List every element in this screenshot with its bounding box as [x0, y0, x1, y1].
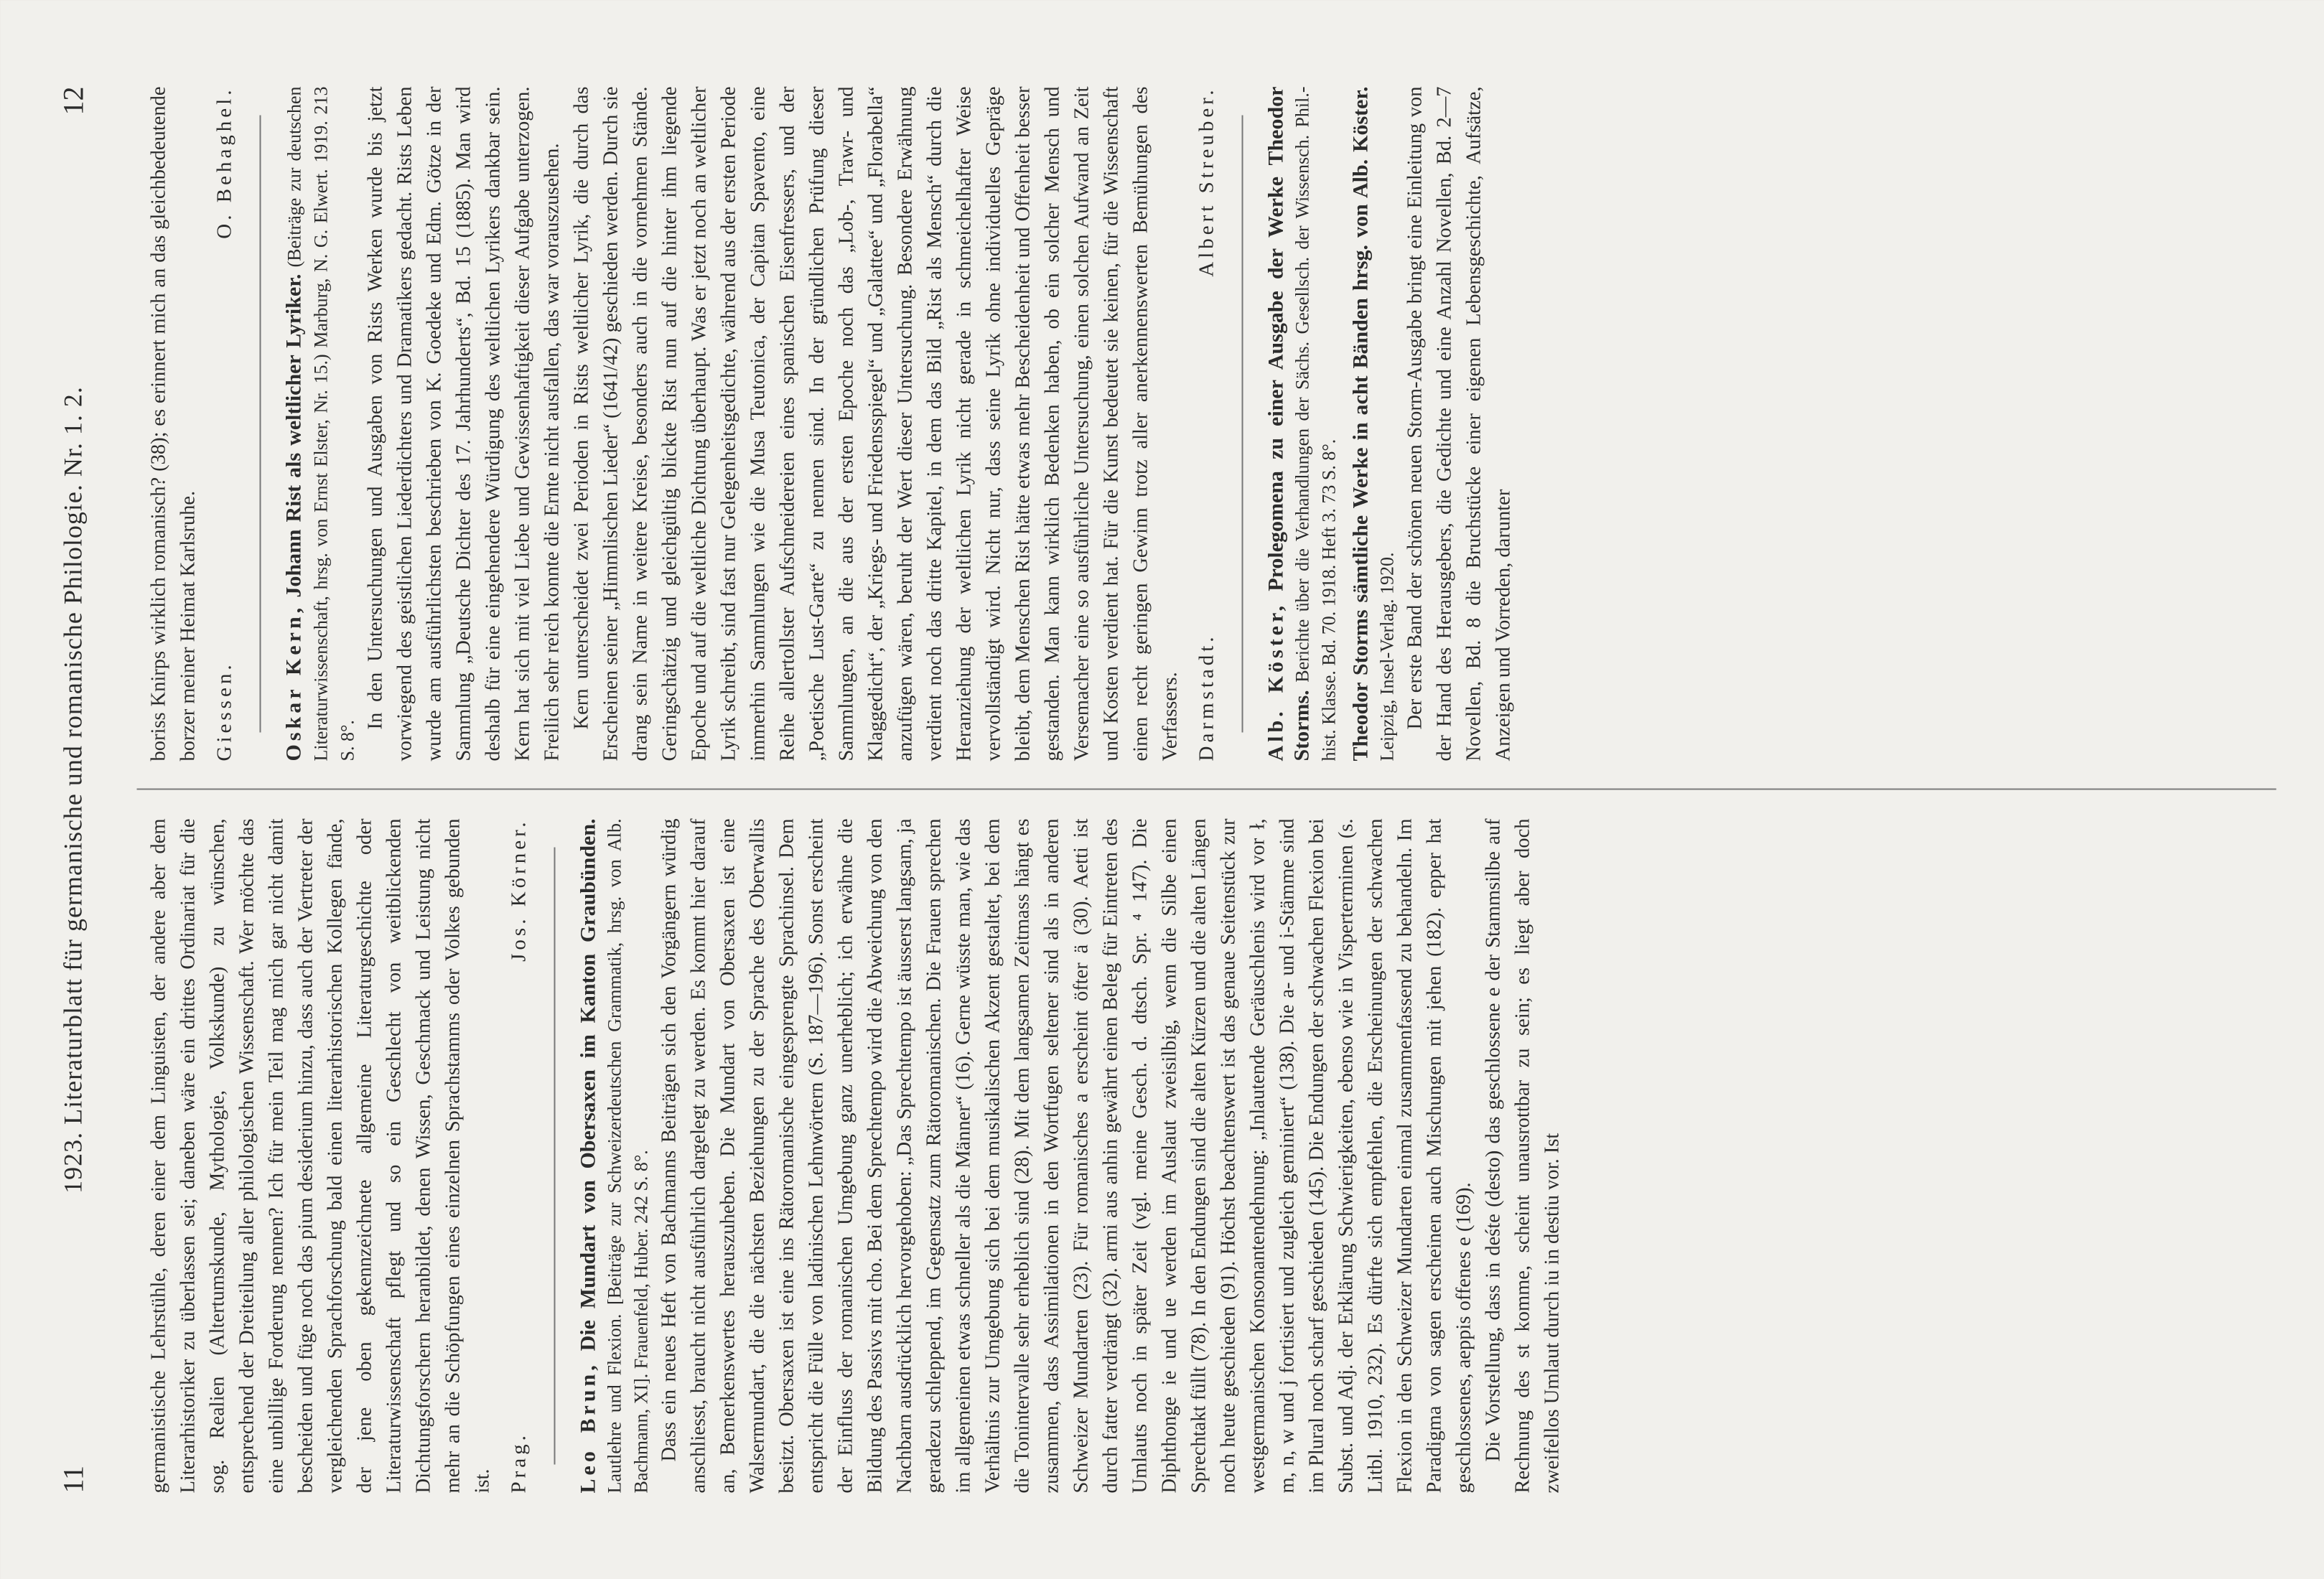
review-bibliography: Berichte über die Verhandlungen der Sächs. Gesellsch. der Wissensch. Phil.-hist. Klasse. Bd. 70. 1918. Heft 3. 73 S. 8°. [1292, 86, 1339, 761]
page-header [56, 86, 99, 1493]
review-bibliography: Lautlehre und Flexion. [Beiträge zur Schweizerdeutschen Grammatik, hrsg. von Alb. Bachmann, XI]. Frauenfeld, Huber. 242 S. 8°. [604, 818, 651, 1493]
signature-name: O. Behaghel. [213, 86, 235, 239]
review-heading [281, 86, 360, 761]
review-title: Die Mundart von Obersaxen im Kanton Graubünden. [576, 818, 599, 1351]
paragraph: Dass ein neues Heft von Bachmanns Beiträgen sich den Vorgängern würdig anschliesst, braucht nicht ausführlich dargelegt zu werden. Es kommt hier darauf an, Bemerkenswertes herauszuheben. Die Mundart von Obersaxen ist eine Walsermundart, die die nächsten Beziehungen zu der Sprache des Oberwallis besitzt. Obersaxen ist eine ins Rätoromanische eingesprengte Sprachinsel. Dem entspricht die Fülle von ladinischen Lehnwörtern (S. 187—196). Sonst erscheint der Einfluss der romanischen Umgebung ganz unerheblich; ich erwähne die Bildung des Passivs mit cho. Bei dem Sprechtempo wird die Abweichung von den Nachbarn ausdrücklich hervorgehoben: „Das Sprechtempo ist äusserst langsam, ja geradezu schleppend, im Gegensatz zum Rätoromanischen. Die Frauen sprechen im allgemeinen etwas schneller als die Männer“ (16). Gerne wüsste man, wie das Verhältnis zur Umgebung sich bei dem musikalischen Akzent gestaltet, bei dem die Tonintervalle sehr erheblich sind (28). Mit dem langsamen Zeitmass hängt es zusammen, dass Assimilationen in den Wortfugen seltener sind als in anderen Schweizer Mundarten (23). Für romanisches a erscheint öfter ä (30). Aetti ist durch fatter verdrängt (32). armi aus anhin gewährt einen Beleg für Eintreten des Umlauts noch in später Zeit (vgl. meine Gesch. d. dtsch. Spr. ⁴ 147). Die Diphthonge ie und ue werden im Auslaut zweisilbig, wenn die Silbe einen Sprechtakt füllt (78). In den Endungen sind die alten Kürzen und die alten Längen noch heute geschieden (91). Höchst beachtenswert ist das genaue Seitenstück zur westgermanischen Konsonantendehnung: „Inlautende Geräuschlenis wird vor ł, m, n, w und j fortisiert und zugleich geminiert“ (138). Die a- und i-Stämme sind im Plural noch scharf geschieden (145). Die Endungen der schwachen Flexion bei Subst. und Adj. der Erklärung Schwierigkeiten, ebenso wie in Visperterminen (s. Litbl. 1910, 232). Es dürfte sich empfehlen, die Erscheinungen der schwachen Flexion in den Schweizer Mundarten einmal zusammenfassend zu behandeln. Im Paradigma von sagen erscheinen auch Mischungen mit jehen (182). epper hat geschlossenes, aeppis offenes e (169). [658, 818, 1475, 1493]
signature [1192, 86, 1221, 761]
review-title: Theodor Storms sämtliche Werke in acht Bänden hrsg. von Alb. Köster. [1348, 86, 1372, 761]
right-column [144, 86, 2269, 761]
paragraph: Kern unterscheidet zwei Perioden in Rists weltlicher Lyrik, die durch das Erscheinen seiner „Himmlischen Lieder“ (1641/42) geschieden werden. Durch sie drang sein Name in weitere Kreise, besonders auch in die vornehmen Stände. Geringschätzig und gleichgültig blickte Rist nun auf die hinter ihm liegende Epoche und auf die weltliche Dichtung überhaupt. Was er jetzt noch an weltlicher Lyrik schreibt, sind fast nur Gelegenheitsgedichte, während aus der ersten Periode immerhin Sammlungen wie die Musa Teutonica, der Capitan Spavento, eine Reihe allertollster Aufschneidereien eines spanischen Eisenfressers, und der „Poetische Lust-Garte“ zu nennen sind. In der gründlichen Prüfung dieser Sammlungen, an die aus der ersten Epoche noch das „Lob-, Trawr- und Klaggedicht“, der „Kriegs- und Friedensspiegel“ und „Galattee“ und „Florabella“ anzufügen wären, beruht der Wert dieser Untersuchung. Besondere Erwähnung verdient noch das dritte Kapitel, in dem das Bild „Rist als Mensch“ durch die Heranziehung der weltlichen Lyrik nicht gerade in schmeichelhafter Weise vervollständigt wird. Nicht nur, dass seine Lyrik ohne individuelles Gepräge bleibt, dem Menschen Rist hätte etwas mehr Bescheidenheit und Offenheit besser gestanden. Man kann wirklich Bedenken haben, ob ein solcher Mensch und Versemacher eine so ausführliche Untersuchung, einen solchen Aufwand an Zeit und Kosten verdient hat. Für die Kunst bedeutet sie keinen, für die Wissenschaft einen recht geringen Gewinn trotz aller anerkennenswerten Bemühungen des Verfassers. [570, 86, 1181, 761]
review-heading [575, 818, 654, 1493]
paragraph: Der erste Band der schönen neuen Storm-Ausgabe bringt eine Einleitung von der Hand des Herausgebers, die Gedichte und eine Anzahl Novellen, Bd. 2—7 Novellen, Bd. 8 die Bruchstücke einer eigenen Lebensgeschichte, Aufsätze, Anzeigen und Vorreden, darunter [1404, 86, 1514, 761]
signature-place: Giessen. [213, 660, 235, 761]
signature-place: Prag. [507, 1431, 530, 1493]
review-author: Alb. Köster, [1264, 601, 1287, 761]
review-bibliography: Leipzig, Insel-Verlag. 1920. [1376, 552, 1397, 761]
signature [210, 86, 239, 761]
signature-place: Darmstadt. [1195, 632, 1218, 761]
paragraph: In den Untersuchungen und Ausgaben von Rists Werken wurde bis jetzt vorwiegend des geistlichen Liederdichters und Dramatikers gedacht. Rists Leben wurde am ausführlichsten beschrieben von K. Goedeke und Edm. Götze in der Sammlung „Deutsche Dichter des 17. Jahrhunderts“, Bd. 15 (1885). Man wird deshalb für eine eingehendere Würdigung des weltlichen Lyrikers dankbar sein. Kern hat sich mit viel Liebe und Gewissenhaftigkeit dieser Aufgabe unterzogen. Freilich sehr reich konnte die Ernte nicht ausfallen, das war vorauszusehen. [364, 86, 563, 761]
page-number-right: 12 [57, 86, 89, 115]
running-title: 1923. Literaturblatt für germanische und romanische Philologie. Nr. 1. 2. [58, 385, 87, 1194]
review-title: Prolegomena zu einer Ausgabe der Werke Theodor Storms. [1264, 86, 1313, 761]
review-heading [1263, 86, 1342, 761]
signature [504, 818, 533, 1493]
review-author: Leo Brun, [576, 1361, 599, 1493]
page-number-left: 11 [57, 1465, 89, 1493]
section-divider [259, 115, 261, 732]
left-column [144, 818, 2269, 1493]
review-author: Oskar Kern, [281, 604, 305, 761]
section-divider [554, 847, 555, 1464]
review-heading [1348, 86, 1400, 761]
paragraph: Die Vorstellung, dass in deśte (desto) das geschlossene e der Stammsilbe auf Rechnung des st komme, scheint unausrottbar zu sein; es liegt aber doch zweifellos Umlaut durch iu in destiu vor. Ist [1482, 818, 1563, 1493]
paragraph: boriss Knirps wirklich romanisch? (38); es erinnert mich an das gleichbedeutende borzer meiner Heimat Karlsruhe. [147, 86, 199, 761]
signature-name: Jos. Körner. [507, 818, 530, 962]
paragraph: germanistische Lehrstühle, deren einer dem Linguisten, der andere aber dem Literarhistoriker zu überlassen sei; daneben wäre ein drittes Ordinariat für die sog. Realien (Altertumskunde, Mythologie, Volkskunde) zu wünschen, entsprechend der Dreiteilung aller philologischen Wissenschaft. Wer möchte das eine unbillige Forderung nennen? Ich für mein Teil mag mich gar nicht damit bescheiden und füge noch das pium desiderium hinzu, dass auch der Vertreter der vergleichenden Sprachforschung bald einen literarhistorischen Kollegen fände, der jene oben gekennzeichnete allgemeine Literaturgeschichte oder Literaturwissenschaft pflegt und so ein Geschlecht von weitblickenden Dichtungsforschern heranbildet, denen Wissen, Geschmack und Leistung nicht mehr an die Schöpfungen eines einzelnen Sprachstamms oder Volkes gebunden ist. [147, 818, 493, 1493]
review-bibliography: (Beiträge zur deutschen Literaturwissenschaft, hrsg. von Ernst Elster, Nr. 15.) Marburg, N. G. Elwert. 1919. 213 S. 8°. [284, 86, 358, 761]
signature-name: Albert Streuber. [1195, 86, 1218, 277]
review-title: Johann Rist als weltlicher Lyriker. [281, 273, 305, 598]
section-divider [1241, 115, 1243, 732]
column-divider [136, 788, 2276, 790]
